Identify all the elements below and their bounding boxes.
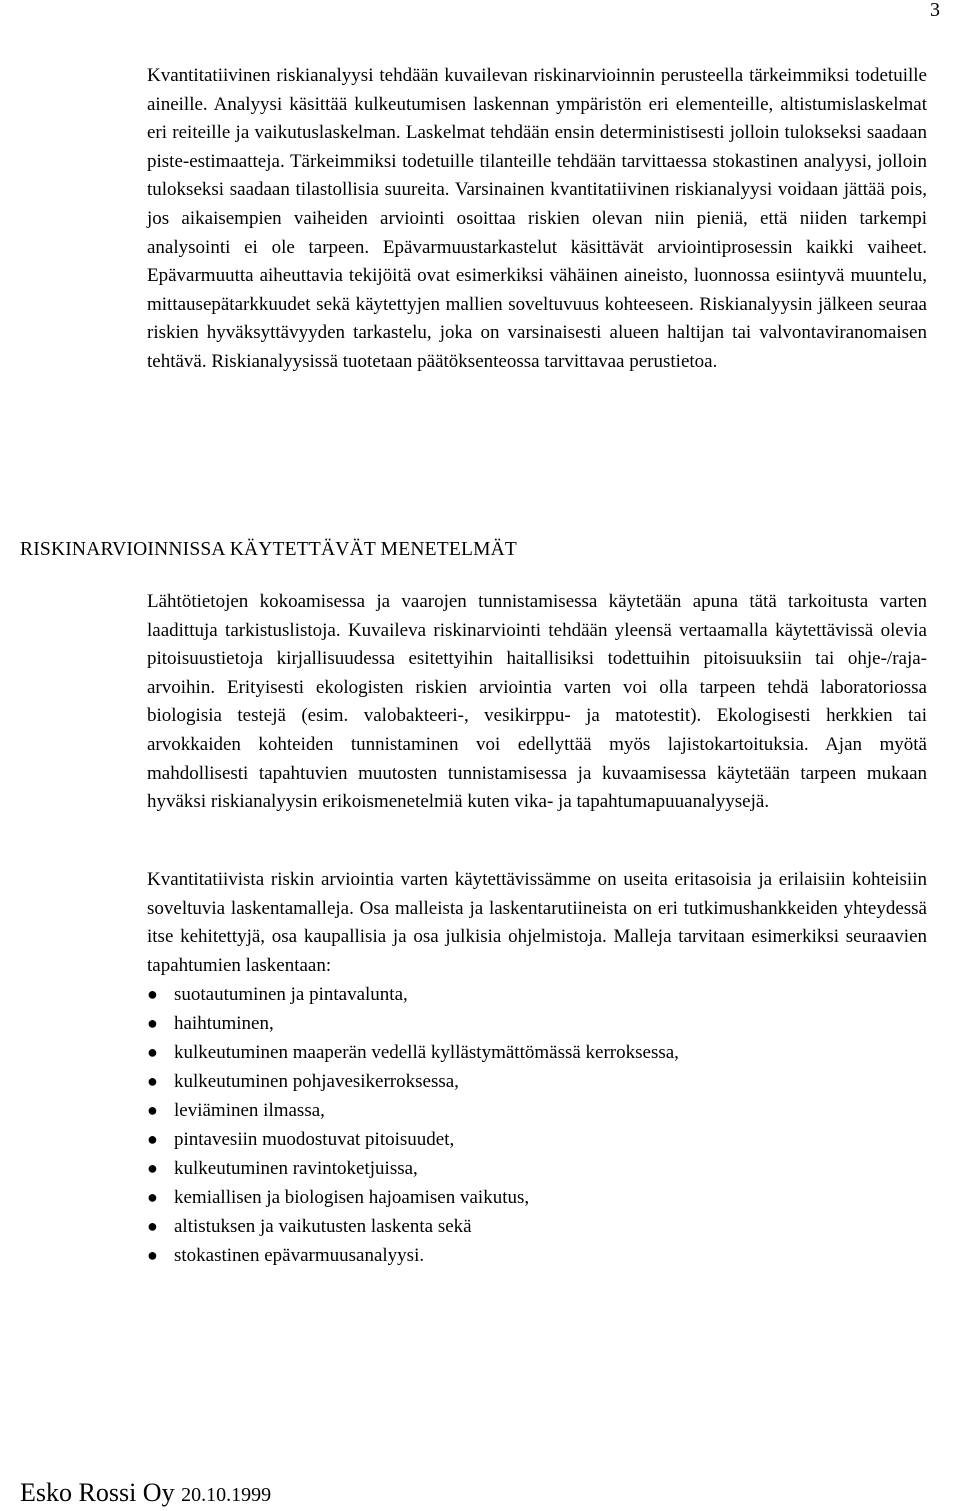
- paragraph-methods: Lähtötietojen kokoamisessa ja vaarojen tunnistamisessa käytetään apuna tätä tarkoitusta varten laadittuja tarkistuslistoja. Kuvaileva riskinarviointi tehdään yleensä vertaamalla käytettävissä olevia pitoisuustietoja kirjallisuudessa esitettyihin haitallisiksi todettuihin pitoisuuksiin tai ohje-/raja-arvoihin. Erityisesti ekologisten riskien arviointia varten voi olla tarpeen tehdä laboratoriossa biologisia testejä (esim. valobakteeri-, vesikirppu- ja matotestit). Ekologisesti herkkien tai arvokkaiden kohteiden tunnistaminen voi edellyttää myös lajistokartoituksia. Ajan myötä mahdollisesti tapahtuvien muutosten tunnistamisessa ja kuvaamisessa käytetään tarpeen mukaan hyväksi riskianalyysin erikoismenetelmiä kuten vika- ja tapahtumapuuanalyysejä.: [147, 591, 927, 813]
- list-item-text: kemiallisen ja biologisen hajoamisen vaikutus,: [174, 1187, 530, 1208]
- bullet-icon: ●: [147, 984, 158, 1004]
- bullet-icon: ●: [147, 1071, 158, 1091]
- bullet-icon: ●: [147, 1100, 158, 1120]
- list-item-text: kulkeutuminen maaperän vedellä kyllästymättömässä kerroksessa,: [174, 1042, 679, 1063]
- bullet-icon: ●: [147, 1129, 158, 1149]
- list-item-text: kulkeutuminen pohjavesikerroksessa,: [174, 1071, 459, 1092]
- paragraph-models: Kvantitatiivista riskin arviointia varten käytettävissämme on useita eritasoisia ja erilaisiin kohteisiin soveltuvia laskentamalleja. Osa malleista ja laskentarutiineista on eri tutkimushankkeiden yhteydessä itse kehitettyjä, osa kaupallisia ja osa julkisia ohjelmistoja. Malleja tarvitaan esimerkiksi seuraavien tapahtumien laskentaan:: [147, 869, 927, 976]
- list-item-text: altistuksen ja vaikutusten laskenta sekä: [174, 1216, 472, 1237]
- list-item: [147, 1038, 679, 1067]
- list-item: [147, 980, 679, 1009]
- footer: [20, 1478, 271, 1510]
- paragraph-quantitative-analysis: Kvantitatiivinen riskianalyysi tehdään kuvailevan riskinarvioinnin perusteella tärkeimmiksi todetuille aineille. Analyysi käsittää kulkeutumisen laskennan ympäristön eri elementeille, altistumislaskelmat eri reiteille ja vaikutuslaskelman. Laskelmat tehdään ensin deterministisesti jolloin tulokseksi saadaan piste-estimaatteja. Tärkeimmiksi todetuille tilanteille tehdään tarvittaessa stokastinen analyysi, jolloin tulokseksi saadaan tilastollisia suureita. Varsinainen kvantitatiivinen riskianalyysi voidaan jättää pois, jos aikaisempien vaiheiden arviointi osoittaa riskien olevan niin pieniä, että niiden tarkempi analysointi ei ole tarpeen. Epävarmuustarkastelut käsittävät arviointiprosessin kaikki vaiheet. Epävarmuutta aiheuttavia tekijöitä ovat esimerkiksi vähäinen aineisto, luonnossa esiintyvä muuntelu, mittausepätarkkuudet sekä käytettyjen mallien soveltuvuus kohteeseen. Riskianalyysin jälkeen seuraa riskien hyväksyttävyyden tarkastelu, joka on varsinaisesti alueen haltijan tai valvontaviranomaisen tehtävä. Riskianalyysissä tuotetaan päätöksenteossa tarvittavaa perustietoa.: [147, 65, 927, 372]
- bullet-icon: ●: [147, 1245, 158, 1265]
- page-number: 3: [930, 0, 940, 21]
- list-item: [147, 1183, 679, 1212]
- list-item-text: kulkeutuminen ravintoketjuissa,: [174, 1158, 418, 1179]
- bullet-icon: ●: [147, 1158, 158, 1178]
- list-item: [147, 1009, 679, 1038]
- section-heading: RISKINARVIOINNISSA KÄYTETTÄVÄT MENETELMÄT: [20, 539, 517, 560]
- footer-date: 20.10.1999: [181, 1484, 272, 1506]
- list-item: [147, 1125, 679, 1154]
- bullet-icon: ●: [147, 1216, 158, 1236]
- list-item: [147, 1212, 679, 1241]
- model-list: [147, 980, 679, 1270]
- list-item: [147, 1154, 679, 1183]
- footer-company: Esko Rossi Oy: [20, 1478, 175, 1507]
- bullet-icon: ●: [147, 1187, 158, 1207]
- list-item-text: haihtuminen,: [174, 1013, 274, 1034]
- list-item-text: suotautuminen ja pintavalunta,: [174, 984, 408, 1005]
- bullet-icon: ●: [147, 1013, 158, 1033]
- list-item-text: leviäminen ilmassa,: [174, 1100, 325, 1121]
- list-item: [147, 1241, 679, 1270]
- bullet-icon: ●: [147, 1042, 158, 1062]
- list-item-text: stokastinen epävarmuusanalyysi.: [174, 1245, 425, 1266]
- list-item-text: pintavesiin muodostuvat pitoisuudet,: [174, 1129, 455, 1150]
- list-item: [147, 1096, 679, 1125]
- list-item: [147, 1067, 679, 1096]
